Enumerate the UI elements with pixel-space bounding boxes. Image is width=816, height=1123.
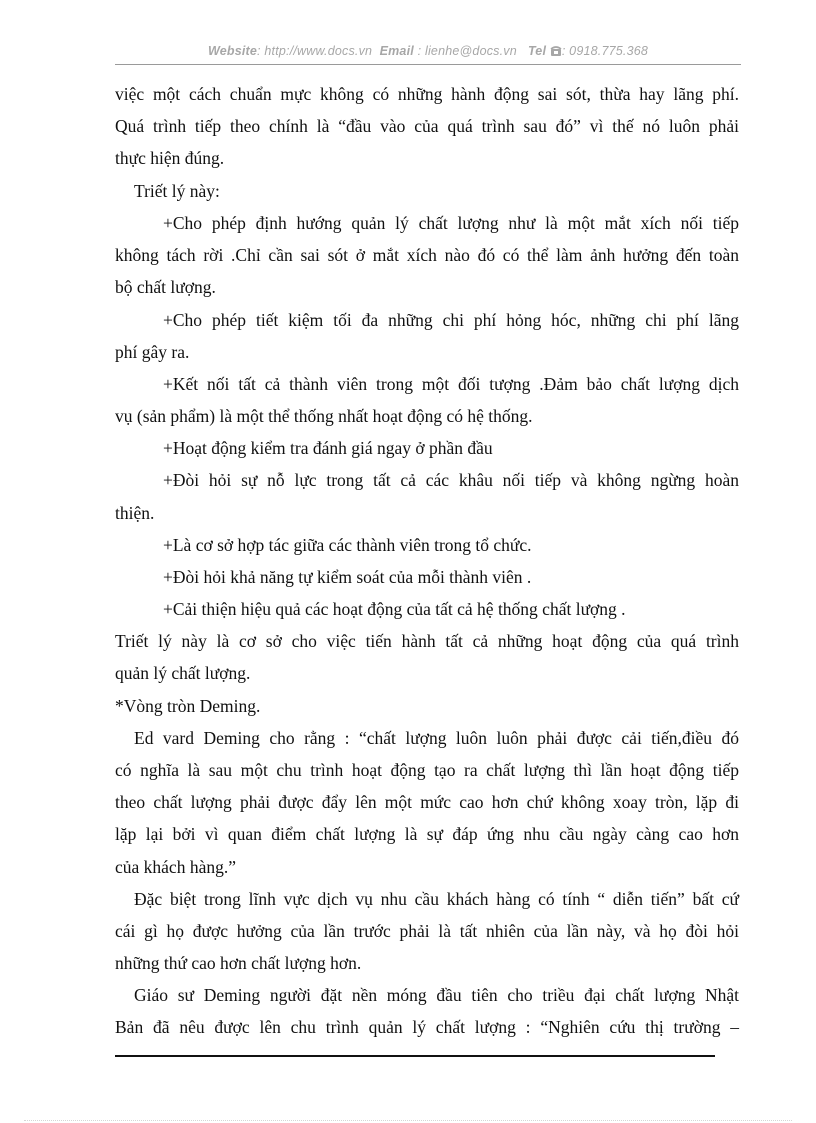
text-line: cái gì họ được hưởng của lần trước phải là tất nhiên của lần này, và họ đòi hỏi <box>115 921 739 941</box>
tel-label: Tel <box>527 44 547 58</box>
tel-value: : 0918.775.368 <box>561 44 649 58</box>
text-line: những thứ cao hơn chất lượng hơn. <box>115 953 362 973</box>
text-line: Bản đã nêu được lên chu trình quản lý chất lượng : “Nghiên cứu thị trường – <box>115 1017 739 1037</box>
footer-divider <box>115 1055 715 1057</box>
text-line: Quá trình tiếp theo chính là “đầu vào của quá trình sau đó” vì thế nó luôn phải <box>115 116 739 136</box>
text-line: không tách rời .Chỉ cần sai sót ở mắt xích nào đó có thể làm ảnh hưởng đến toàn <box>115 245 739 265</box>
text-line: việc một cách chuẩn mực không có những hành động sai sót, thừa hay lãng phí. <box>115 84 739 104</box>
text-line: phí gây ra. <box>115 342 190 362</box>
text-line: Triết lý này: <box>134 181 220 201</box>
text-line: thiện. <box>115 503 155 523</box>
text-line: +Kết nối tất cả thành viên trong một đối tượng .Đảm bảo chất lượng dịch <box>163 374 739 394</box>
text-line: +Cho phép định hướng quản lý chất lượng như là một mắt xích nối tiếp <box>163 213 739 233</box>
text-line: +Cho phép tiết kiệm tối đa những chi phí hỏng hóc, những chi phí lãng <box>163 310 739 330</box>
text-line: bộ chất lượng. <box>115 277 216 297</box>
text-line: Đặc biệt trong lĩnh vực dịch vụ nhu cầu khách hàng có tính “ diễn tiến” bất cứ <box>134 889 739 909</box>
text-line: quản lý chất lượng. <box>115 663 251 683</box>
text-line: +Hoạt động kiểm tra đánh giá ngay ở phần đầu <box>163 438 493 458</box>
text-line: của khách hàng.” <box>115 857 236 877</box>
website-value: : http://www.docs.vn <box>257 44 373 58</box>
section-heading: *Vòng tròn Deming. <box>115 696 261 716</box>
phone-icon <box>550 45 562 60</box>
text-line: theo chất lượng phải được đẩy lên một mức cao hơn chứ không xoay tròn, lặp đi <box>115 792 739 812</box>
text-line: +Đòi hỏi sự nỗ lực trong tất cả các khâu nối tiếp và không ngừng hoàn <box>163 470 739 490</box>
email-value: : lienhe@docs.vn <box>417 44 517 58</box>
text-line: +Là cơ sở hợp tác giữa các thành viên trong tổ chức. <box>163 535 532 555</box>
header-divider <box>115 64 741 65</box>
text-line: +Cải thiện hiệu quả các hoạt động của tất cả hệ thống chất lượng . <box>163 599 626 619</box>
text-line: thực hiện đúng. <box>115 148 225 168</box>
website-label: Website <box>207 44 258 58</box>
text-line: Giáo sư Deming người đặt nền móng đầu tiên cho triều đại chất lượng Nhật <box>134 985 739 1005</box>
page-edge <box>24 1120 792 1121</box>
text-line: Ed vard Deming cho rằng : “chất lượng luôn luôn phải được cải tiến,điều đó <box>134 728 739 748</box>
text-line: Triết lý này là cơ sở cho việc tiến hành tất cả những hoạt động của quá trình <box>115 631 739 651</box>
text-line: +Đòi hỏi khả năng tự kiểm soát của mỗi thành viên . <box>163 567 532 587</box>
text-line: vụ (sản phẩm) là một thể thống nhất hoạt động có hệ thống. <box>115 406 533 426</box>
text-line: có nghĩa là sau một chu trình hoạt động tạo ra chất lượng thì lần hoạt động tiếp <box>115 760 739 780</box>
text-line: lặp lại bởi vì quan điểm chất lượng là sự đáp ứng nhu cầu ngày càng cao hơn <box>115 824 739 844</box>
page-header <box>115 44 741 60</box>
email-label: Email <box>379 44 414 58</box>
